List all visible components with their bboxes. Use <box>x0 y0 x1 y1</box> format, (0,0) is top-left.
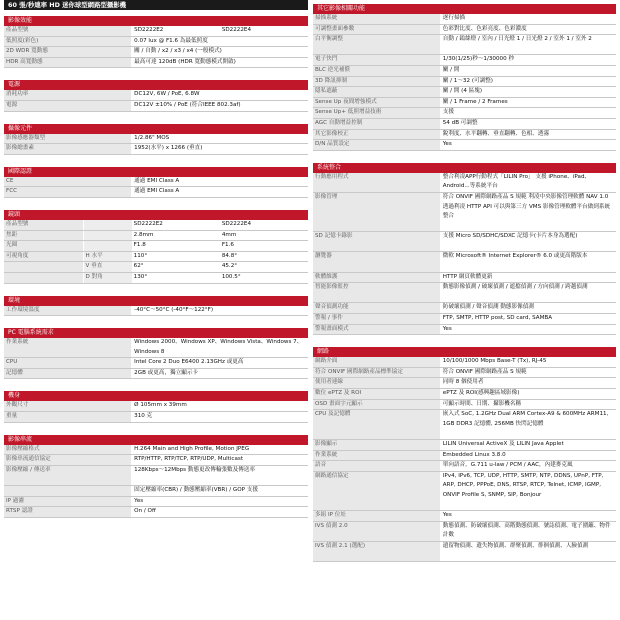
spec-value: 130° <box>132 272 220 283</box>
spec-table <box>4 220 308 284</box>
spec-sublabel <box>83 220 132 230</box>
table-row <box>4 272 308 283</box>
spec-table <box>4 134 308 155</box>
spec-value: DC12V, 6W / PoE, 6.8W <box>132 90 308 100</box>
spec-value: LILIN Universal ActiveX 及 LILIN Java Applet <box>440 440 616 451</box>
spec-label: IVS 偵測 2.1 (選配) <box>313 541 440 561</box>
table-row <box>4 412 308 423</box>
spec-value: 通過 EMI Class A <box>132 187 308 198</box>
spec-label: AGC 自動增益控制 <box>313 118 440 129</box>
table-row <box>4 486 308 497</box>
table-row <box>313 303 616 314</box>
table-row <box>4 57 308 68</box>
spec-value: Yes <box>132 496 308 507</box>
section-header: 電源 <box>4 80 308 90</box>
spec-label: D/N 品質設定 <box>313 140 440 151</box>
table-row <box>4 47 308 58</box>
table-row <box>313 129 616 140</box>
spec-value: F1.6 <box>220 241 308 252</box>
spec-value: Ø 105mm x 39mm <box>132 401 308 411</box>
table-row <box>313 232 616 252</box>
spec-label: 瀏覽器 <box>313 252 440 272</box>
spec-value: 關 / 開 <box>440 65 616 76</box>
spec-label: SD 記憶卡錄影 <box>313 232 440 252</box>
spec-label: 智能影像監控 <box>313 283 440 303</box>
table-row <box>313 65 616 76</box>
table-row <box>313 173 616 193</box>
spec-label: 產品型號 <box>4 26 132 36</box>
spec-table <box>4 401 308 422</box>
spec-label: 數位 ePTZ 及 ROI <box>313 389 440 400</box>
table-row <box>4 100 308 111</box>
spec-label: IP 過濾 <box>4 496 132 507</box>
spec-label: 焦距 <box>4 230 83 241</box>
table-row <box>313 389 616 400</box>
spec-value: 54 dB 可調整 <box>440 118 616 129</box>
spec-value: 關 / 1 Frame / 2 Frames <box>440 97 616 108</box>
spec-label: 工作環境溫度 <box>4 306 132 316</box>
table-row <box>313 471 616 510</box>
spec-value: 動態影像偵測 / 破壞偵測 / 遮擋偵測 / 方向偵測 / 跨越偵測 <box>440 283 616 303</box>
spec-label: 影像壓縮 / 傳送率 <box>4 465 132 485</box>
table-row <box>4 496 308 507</box>
table-row <box>4 26 308 36</box>
spec-value: SD2222E4 <box>220 26 308 36</box>
spec-value: 10/100/1000 Mbps Base-T (Tx), RJ-45 <box>440 357 616 367</box>
spec-label: Sense Up+ 低照增益技術 <box>313 108 440 119</box>
table-row <box>4 358 308 369</box>
table-row <box>4 230 308 241</box>
table-row <box>313 108 616 119</box>
table-row <box>4 187 308 198</box>
spec-label: 可調整畫面參數 <box>313 24 440 35</box>
table-row <box>4 338 308 358</box>
spec-value: 遺留物偵測、遺失物偵測、群聚偵測、徘徊偵測、人臉偵測 <box>440 541 616 561</box>
spec-value: Intel Core 2 Duo E6400 2.13GHz 或更高 <box>132 358 308 369</box>
spec-label: 網路介面 <box>313 357 440 367</box>
spec-value: On / Off <box>132 507 308 518</box>
spec-value: 整合利凌APP行動程式「LILIN Pro」 支援 iPhone、iPad、Android...等系統平台 <box>440 173 616 193</box>
table-row <box>313 378 616 389</box>
spec-value: 1/30(1/25)秒～1/30000 秒 <box>440 55 616 66</box>
spec-label: CPU <box>4 358 132 369</box>
spec-value: 銳利度、水平翻轉、垂直翻轉、色相、透霧 <box>440 129 616 140</box>
section-header: 國際認證 <box>4 167 308 177</box>
spec-label: 符合 ONVIF 國際網路產品標準協定 <box>313 367 440 378</box>
section-header: 攝像元件 <box>4 124 308 134</box>
spec-table <box>313 357 616 562</box>
spec-label: Sense Up 夜間增強模式 <box>313 97 440 108</box>
spec-value: 支援 <box>440 108 616 119</box>
table-row <box>313 252 616 272</box>
section-header: 系統整合 <box>313 163 616 173</box>
spec-label: 影像串流通信協定 <box>4 455 132 466</box>
spec-label: 影像總畫素 <box>4 144 132 155</box>
spec-value: 微軟 Microsoft® Internet Explorer® 6.0 或更高階版本 <box>440 252 616 272</box>
table-row <box>4 465 308 485</box>
spec-value: 防破壞偵測 / 聲音偵測 動態影像偵測 <box>440 303 616 314</box>
spec-label: 聲音偵測功能 <box>313 303 440 314</box>
spec-value: IPv4, IPv6, TCP, UDP, HTTP, SMTP, NTP, DDNS, UPnP, FTP, ARP, DHCP, PPPoE, DNS, RTSP, RTCP, Telnet, ICMP, IGMP, ONVIF Profile S, SNMP, SIP, Bonjour <box>440 471 616 510</box>
table-row <box>313 511 616 522</box>
spec-sublabel: V 垂直 <box>83 262 132 273</box>
table-row <box>313 521 616 541</box>
spec-sublabel <box>83 241 132 252</box>
spec-label: 其它影像校正 <box>313 129 440 140</box>
table-row <box>313 461 616 472</box>
table-row <box>313 357 616 367</box>
section-header: 影像效能 <box>4 16 308 26</box>
spec-label: 作業系統 <box>313 450 440 461</box>
spec-label: 使用者連線 <box>313 378 440 389</box>
spec-label: 多組 IP 位址 <box>313 511 440 522</box>
table-row <box>4 262 308 273</box>
spec-value: 310 克 <box>132 412 308 423</box>
table-row <box>4 306 308 316</box>
table-row <box>4 90 308 100</box>
section-header: 機身 <box>4 391 308 401</box>
spec-value: 色彩對比度、色彩亮度、色彩濃度 <box>440 24 616 35</box>
spec-value: 4mm <box>220 230 308 241</box>
spec-table <box>313 14 616 151</box>
spec-value: DC12V ±10% / PoE (符合IEEE 802.3af) <box>132 100 308 111</box>
page-title: 60 張/秒連率 HD 迷你球型網路型攝影機 <box>4 0 308 10</box>
spec-label: 掃描系統 <box>313 14 440 24</box>
spec-value: ePTZ 及 ROI(感興趣區域影像) <box>440 389 616 400</box>
spec-value: 2GB 或更高，獨立顯示卡 <box>132 368 308 379</box>
spec-table <box>313 173 616 336</box>
table-row <box>313 324 616 335</box>
spec-value: 支援 Micro SD/SDHC/SDXC 記憶卡(卡片本身為選配) <box>440 232 616 252</box>
spec-label: 警報畫面模式 <box>313 324 440 335</box>
table-row <box>313 76 616 87</box>
spec-table <box>4 306 308 317</box>
spec-value: Yes <box>440 324 616 335</box>
spec-label: 外觀尺寸 <box>4 401 132 411</box>
spec-label <box>4 486 132 497</box>
spec-table <box>4 338 308 379</box>
spec-value: 關 / 自動 / x2 / x3 / x4 (一般模式) <box>132 47 308 58</box>
table-row <box>4 368 308 379</box>
table-row <box>4 134 308 144</box>
section-header: 其它影像相關功能 <box>313 4 616 14</box>
spec-value: 128Kbps～12Mbps 動態更改傳輸張數及傳送率 <box>132 465 308 485</box>
spec-table <box>4 445 308 518</box>
spec-value: SD2222E2 <box>132 26 220 36</box>
table-row <box>4 241 308 252</box>
spec-value: Yes <box>440 140 616 151</box>
table-row <box>4 251 308 262</box>
spec-label: 可視角度 <box>4 251 83 262</box>
table-row <box>4 144 308 155</box>
section-header: PC 電腦系統需求 <box>4 328 308 338</box>
spec-value: 符合 ONVIF 國際網路產品 S 規範 <box>440 367 616 378</box>
spec-label: 影像壓縮格式 <box>4 445 132 455</box>
spec-value: 0.07 lux @ F1.6 為最低照度 <box>132 36 308 47</box>
spec-sublabel: D 對角 <box>83 272 132 283</box>
spec-label: 軟體維護 <box>313 272 440 283</box>
spec-label: 行動應用程式 <box>313 173 440 193</box>
left-column <box>4 0 308 518</box>
spec-label: 隱私遮蔽 <box>313 87 440 98</box>
table-row <box>313 140 616 151</box>
spec-label: FCC <box>4 187 132 198</box>
spec-label: 影像管理 <box>313 192 440 231</box>
spec-label: HDR 高寬動態 <box>4 57 132 68</box>
table-row <box>4 445 308 455</box>
table-row <box>4 220 308 230</box>
table-row <box>313 272 616 283</box>
spec-value: 單向語音，G.711 u-law / PCM / AAC，內建麥克風 <box>440 461 616 472</box>
spec-label: OSD 畫面字元顯示 <box>313 399 440 410</box>
table-row <box>4 36 308 47</box>
spec-label: 低照度(彩色) <box>4 36 132 47</box>
spec-value: FTP, SMTP, HTTP post, SD card, SAMBA <box>440 314 616 325</box>
spec-label: 電源 <box>4 100 132 111</box>
table-row <box>4 455 308 466</box>
left-sections <box>4 16 308 518</box>
spec-value: Windows 2000、Windows XP、Windows Vista、Windows 7、Windows 8 <box>132 338 308 358</box>
spec-value: SD2222E4 <box>220 220 308 230</box>
table-row <box>313 97 616 108</box>
spec-label: 消耗功率 <box>4 90 132 100</box>
spec-value: Yes <box>440 511 616 522</box>
spec-label <box>4 262 83 273</box>
spec-label: BLC 逆光補償 <box>313 65 440 76</box>
spec-value: 2.8mm <box>132 230 220 241</box>
table-row <box>313 87 616 98</box>
spec-value: 符合 ONVIF 國際網路產品 S 規範 利凌中央影像管理軟體 NAV 1.0 透過利凌 HTTP API 可以與第三方 VMS 影像管理軟體平台做到系統整合 <box>440 192 616 231</box>
spec-label: 重量 <box>4 412 132 423</box>
section-header: 環境 <box>4 296 308 306</box>
spec-value: 1952(水平) x 1266 (垂直) <box>132 144 308 155</box>
spec-value: 同時 8 個使用者 <box>440 378 616 389</box>
spec-value: 固定壓縮率(CBR) / 動態壓縮率(VBR) / GOP 支援 <box>132 486 308 497</box>
spec-label: 產品型號 <box>4 220 83 230</box>
spec-value: 通過 EMI Class A <box>132 177 308 187</box>
spec-value: 84.8° <box>220 251 308 262</box>
spec-value: 可顯示時間、日期、攝影機名稱 <box>440 399 616 410</box>
spec-value: RTP/HTTP, RTP/TCP, RTP/UDP, Multicast <box>132 455 308 466</box>
spec-table <box>4 177 308 198</box>
spec-value: 逐行掃描 <box>440 14 616 24</box>
table-row <box>313 314 616 325</box>
section-header: 鏡頭 <box>4 210 308 220</box>
table-row <box>313 440 616 451</box>
table-row <box>313 24 616 35</box>
section-header: 影像串流 <box>4 435 308 445</box>
spec-label: 光圈 <box>4 241 83 252</box>
spec-value: 最高可達 120dB (HDR 寬動態模式開啟) <box>132 57 308 68</box>
spec-value: 動態偵測、防破壞偵測、高階動態偵測、號誌偵測、電子圍籬、物件計數 <box>440 521 616 541</box>
spec-label: 3D 降訊抑制 <box>313 76 440 87</box>
spec-table <box>4 90 308 111</box>
section-header: 網路 <box>313 347 616 357</box>
table-row <box>313 55 616 66</box>
spec-label: 語音 <box>313 461 440 472</box>
spec-label: 電子快門 <box>313 55 440 66</box>
spec-label: CPU 及記憶體 <box>313 410 440 440</box>
table-row <box>4 177 308 187</box>
spec-value: H.264 Main and High Profile, Motion JPEG <box>132 445 308 455</box>
spec-value: 100.5° <box>220 272 308 283</box>
spec-value: 關 / 開 (4 區塊) <box>440 87 616 98</box>
spec-label: 影像感應器類型 <box>4 134 132 144</box>
spec-sublabel: H 水平 <box>83 251 132 262</box>
spec-label: CE <box>4 177 132 187</box>
spec-value: -40°C～50°C (-40°F～122°F) <box>132 306 308 316</box>
table-row <box>313 192 616 231</box>
table-row <box>313 14 616 24</box>
spec-value: 45.2° <box>220 262 308 273</box>
table-row <box>4 401 308 411</box>
spec-value: 嵌入式 SoC, 1.2GHz Dual ARM Cortex-A9 & 600MHz ARM11, 1GB DDR3 記憶體, 256MB 快閃記憶體 <box>440 410 616 440</box>
spec-value: 62° <box>132 262 220 273</box>
spec-value: HTTP 網頁軟體更新 <box>440 272 616 283</box>
spec-label: 警報 / 事件 <box>313 314 440 325</box>
spec-value: Embedded Linux 3.8.0 <box>440 450 616 461</box>
spec-label <box>4 272 83 283</box>
spec-sublabel <box>83 230 132 241</box>
right-sections <box>313 4 616 562</box>
spec-value: SD2222E2 <box>132 220 220 230</box>
spec-label: RTSP 認證 <box>4 507 132 518</box>
table-row <box>313 410 616 440</box>
spec-table <box>4 26 308 68</box>
table-row <box>313 118 616 129</box>
table-row <box>313 35 616 55</box>
table-row <box>313 450 616 461</box>
spec-label: 影像顯示 <box>313 440 440 451</box>
table-row <box>4 507 308 518</box>
spec-label: 2D WDR 寬動態 <box>4 47 132 58</box>
spec-label: 作業系統 <box>4 338 132 358</box>
spec-label: IVS 偵測 2.0 <box>313 521 440 541</box>
spec-value: F1.8 <box>132 241 220 252</box>
spec-value: 關 / 1～32 (可調整) <box>440 76 616 87</box>
table-row <box>313 541 616 561</box>
table-row <box>313 367 616 378</box>
spec-value: 1/2.86" MOS <box>132 134 308 144</box>
spec-label: 記憶體 <box>4 368 132 379</box>
spec-value: 自動 / 鎢絲燈 / 室內 / 日光燈 1 / 日光燈 2 / 室外 1 / 室外 2 <box>440 35 616 55</box>
table-row <box>313 283 616 303</box>
spec-value: 110° <box>132 251 220 262</box>
right-column <box>313 0 616 562</box>
table-row <box>313 399 616 410</box>
spec-label: 白平衡調整 <box>313 35 440 55</box>
spec-label: 網路通信協定 <box>313 471 440 510</box>
